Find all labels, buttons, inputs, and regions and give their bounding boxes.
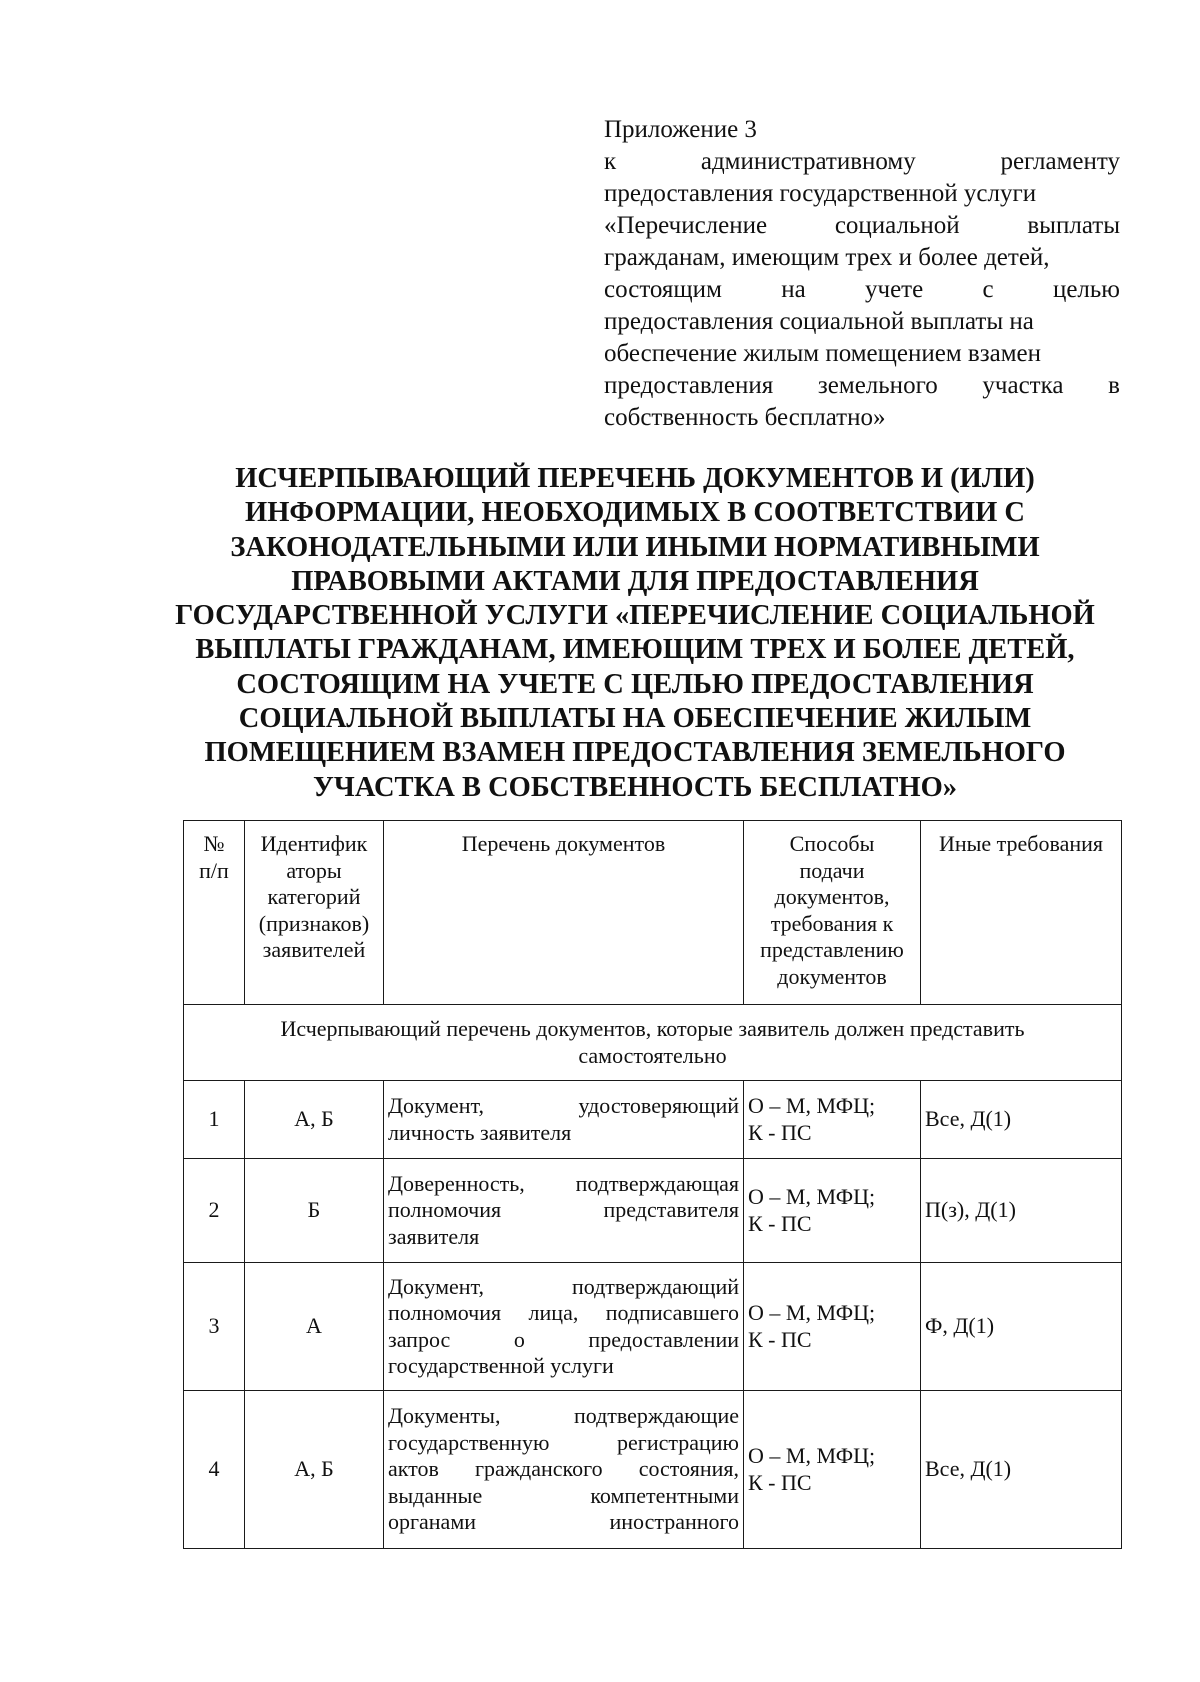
cell-category: А, Б	[245, 1391, 384, 1549]
header-line: п/п	[199, 857, 229, 883]
cell-other: Ф, Д(1)	[921, 1263, 1122, 1391]
title-line: СОЦИАЛЬНОЙ ВЫПЛАТЫ НА ОБЕСПЕЧЕНИЕ ЖИЛЫМ	[238, 703, 1032, 735]
table-row	[184, 1081, 1122, 1159]
annex-line-9	[604, 370, 1120, 402]
header-num	[184, 821, 245, 1005]
doc-line	[388, 1403, 739, 1430]
annex-word: учете	[865, 276, 924, 303]
doc-line	[388, 1197, 739, 1224]
cell-ways	[744, 1391, 921, 1549]
doc-word: гражданского	[475, 1456, 603, 1482]
doc-word: органами	[388, 1509, 477, 1535]
cell-other: Все, Д(1)	[921, 1391, 1122, 1549]
doc-line	[388, 1509, 739, 1536]
cell-documents	[384, 1391, 744, 1549]
doc-word: полномочия	[388, 1197, 502, 1223]
title-line: ИСЧЕРПЫВАЮЩИЙ ПЕРЕЧЕНЬ ДОКУМЕНТОВ И (ИЛИ)	[235, 463, 1035, 494]
annex-line-3: предоставления государственной услуги	[604, 180, 1037, 207]
header-other	[921, 821, 1122, 1005]
doc-word: Документ,	[388, 1093, 485, 1118]
header-line: Перечень документов	[461, 831, 666, 856]
doc-word: Документ,	[388, 1273, 485, 1299]
cell-num: 1	[184, 1081, 245, 1159]
title-line: УЧАСТКА В СОБСТВЕННОСТЬ БЕСПЛАТНО»	[312, 771, 958, 803]
annex-line-2	[604, 146, 1120, 178]
header-line: заявителей	[262, 937, 366, 962]
doc-word: компетентными	[590, 1482, 739, 1508]
annex-word: участка	[982, 372, 1064, 399]
doc-word: Доверенность,	[388, 1170, 525, 1196]
way-line: О – М, МФЦ;	[748, 1184, 876, 1209]
annex-word: в	[1108, 372, 1120, 399]
annex-word: социальной	[834, 212, 960, 239]
doc-word: состояния,	[638, 1456, 739, 1482]
doc-word: полномочия	[388, 1300, 502, 1325]
way-line: О – М, МФЦ;	[748, 1443, 876, 1468]
way-line: К - ПС	[748, 1469, 812, 1495]
annex-word: земельного	[817, 372, 938, 399]
annex-line-4	[604, 210, 1120, 242]
title-line: СОСТОЯЩИМ НА УЧЕТЕ С ЦЕЛЬЮ ПРЕДОСТАВЛЕНИЯ	[236, 668, 1034, 700]
doc-word: подтверждающие	[573, 1403, 739, 1429]
annex-line-8: обеспечение жилым помещением взамен	[604, 340, 1041, 367]
document-title	[150, 462, 1120, 805]
cell-ways	[744, 1159, 921, 1263]
annex-word: с	[982, 276, 994, 303]
header-line: Способы	[789, 831, 875, 856]
header-ways	[744, 821, 921, 1005]
annex-line-7: предоставления социальной выплаты на	[604, 308, 1034, 335]
title-line: ИНФОРМАЦИИ, НЕОБХОДИМЫХ В СООТВЕТСТВИИ С	[245, 497, 1025, 529]
way-line: О – М, МФЦ;	[748, 1300, 876, 1325]
cell-category: Б	[245, 1159, 384, 1263]
doc-word: Документы,	[388, 1403, 501, 1429]
annex-header	[604, 114, 1120, 434]
header-line: документов	[777, 963, 887, 989]
doc-word: подтверждающий	[571, 1273, 739, 1299]
doc-line	[388, 1456, 739, 1483]
section-caption	[184, 1005, 1122, 1081]
cell-num: 3	[184, 1263, 245, 1391]
header-line: требования к	[770, 910, 894, 936]
doc-line	[388, 1274, 739, 1301]
header-line: (признаков)	[258, 910, 370, 936]
way-line: К - ПС	[748, 1326, 812, 1352]
doc-line	[388, 1171, 739, 1198]
doc-line	[388, 1300, 739, 1327]
doc-word: представителя	[603, 1197, 739, 1223]
section-line: самостоятельно	[578, 1042, 727, 1068]
annex-word: на	[781, 276, 806, 303]
table-row	[184, 1159, 1122, 1263]
annex-word: «Перечисление	[604, 212, 768, 239]
annex-word: предоставления	[604, 372, 774, 399]
header-line: Иные требования	[938, 831, 1104, 856]
doc-word: удостоверяющий	[578, 1093, 739, 1118]
doc-line	[388, 1093, 739, 1120]
documents-table	[183, 820, 1122, 1549]
way-line: К - ПС	[748, 1210, 812, 1236]
doc-word: о	[513, 1326, 525, 1352]
annex-word: состоящим	[604, 276, 722, 303]
doc-word: регистрацию	[617, 1429, 739, 1455]
header-line: аторы	[286, 857, 342, 883]
way-line: О – М, МФЦ;	[748, 1093, 876, 1118]
annex-word: к	[604, 148, 617, 175]
cell-documents	[384, 1159, 744, 1263]
doc-word: запрос	[388, 1326, 451, 1352]
table-row	[184, 1391, 1122, 1549]
header-documents	[384, 821, 744, 1005]
doc-word: государственную	[388, 1429, 550, 1455]
header-line: подачи	[799, 857, 865, 883]
title-line: ГОСУДАРСТВЕННОЙ УСЛУГИ «ПЕРЕЧИСЛЕНИЕ СОЦИАЛЬНОЙ	[175, 600, 1095, 632]
doc-line: государственной услуги	[388, 1353, 614, 1378]
annex-line-1: Приложение 3	[604, 116, 757, 143]
header-line: документов,	[774, 884, 890, 909]
cell-num: 4	[184, 1391, 245, 1549]
doc-line	[388, 1327, 739, 1354]
header-line: представлению	[760, 937, 904, 962]
cell-documents	[384, 1263, 744, 1391]
annex-word: регламенту	[1000, 148, 1120, 175]
cell-documents	[384, 1081, 744, 1159]
table-row	[184, 1263, 1122, 1391]
annex-word: административному	[700, 148, 916, 175]
cell-ways	[744, 1081, 921, 1159]
cell-num: 2	[184, 1159, 245, 1263]
doc-word: лица,	[528, 1300, 579, 1325]
doc-line: личность заявителя	[388, 1119, 572, 1145]
header-category	[245, 821, 384, 1005]
cell-category: А, Б	[245, 1081, 384, 1159]
annex-word: выплаты	[1027, 212, 1120, 239]
doc-word: подписавшего	[605, 1300, 739, 1325]
doc-word: актов	[388, 1456, 439, 1482]
title-line: ПОМЕЩЕНИЕМ ВЗАМЕН ПРЕДОСТАВЛЕНИЯ ЗЕМЕЛЬНОГО	[204, 737, 1066, 769]
annex-word: целью	[1052, 276, 1120, 303]
title-line: ВЫПЛАТЫ ГРАЖДАНАМ, ИМЕЮЩИМ ТРЕХ И БОЛЕЕ ДЕТЕЙ,	[195, 634, 1075, 666]
doc-word: иностранного	[609, 1509, 739, 1535]
header-line: категорий	[267, 884, 361, 909]
doc-line	[388, 1430, 739, 1457]
cell-other: П(з), Д(1)	[921, 1159, 1122, 1263]
annex-line-6	[604, 274, 1120, 306]
header-line: Идентифик	[260, 831, 368, 856]
annex-line-10: собственность бесплатно»	[604, 404, 886, 431]
header-line: №	[203, 831, 225, 856]
doc-word: предоставлении	[588, 1326, 739, 1352]
doc-word: выданные	[388, 1482, 483, 1508]
doc-line: заявителя	[388, 1223, 480, 1249]
cell-ways	[744, 1263, 921, 1391]
section-line: Исчерпывающий перечень документов, которые заявитель должен представить	[280, 1016, 1025, 1041]
title-line: ЗАКОНОДАТЕЛЬНЫМИ ИЛИ ИНЫМИ НОРМАТИВНЫМИ	[230, 531, 1040, 563]
way-line: К - ПС	[748, 1119, 812, 1145]
doc-word: подтверждающая	[575, 1170, 739, 1196]
doc-line	[388, 1483, 739, 1510]
title-line: ПРАВОВЫМИ АКТАМИ ДЛЯ ПРЕДОСТАВЛЕНИЯ	[291, 565, 979, 597]
table-header-row	[184, 821, 1122, 1005]
cell-category: А	[245, 1263, 384, 1391]
section-row	[184, 1005, 1122, 1081]
annex-line-5: гражданам, имеющим трех и более детей,	[604, 244, 1050, 271]
cell-other: Все, Д(1)	[921, 1081, 1122, 1159]
